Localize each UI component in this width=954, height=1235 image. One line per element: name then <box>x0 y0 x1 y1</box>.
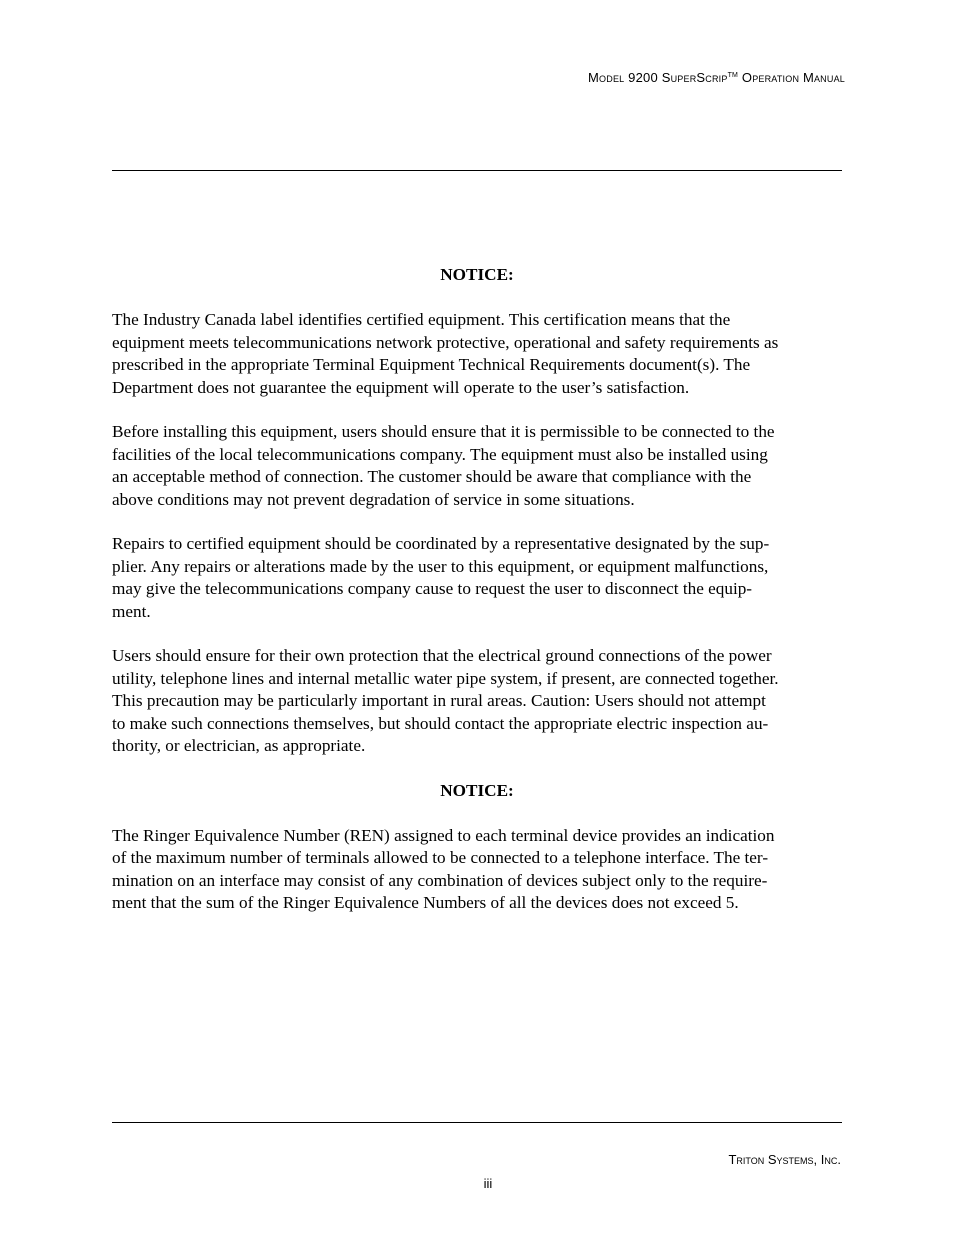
paragraph-line: may give the telecommunications company cause to request the user to disconnect the equip- <box>112 579 753 598</box>
paragraph <box>112 825 842 915</box>
paragraph-line: Department does not guarantee the equipment will operate to the user’s satisfaction. <box>112 377 690 397</box>
footer-rule <box>112 1122 842 1123</box>
page-body <box>112 264 842 937</box>
footer-company: Triton Systems, Inc. <box>728 1152 841 1167</box>
trademark-symbol: TM <box>727 72 739 79</box>
paragraph <box>112 645 842 758</box>
paragraph-line: Before installing this equipment, users should ensure that it is permissible to be connected to the <box>112 422 775 441</box>
paragraph-line: above conditions may not prevent degradation of service in some situations. <box>112 489 635 509</box>
paragraph-line: equipment meets telecommunications network protective, operational and safety requirements as <box>112 332 779 352</box>
paragraph-line: Repairs to certified equipment should be coordinated by a representative designated by the sup- <box>112 534 770 553</box>
paragraph-line: an acceptable method of connection. The customer should be aware that compliance with the <box>112 467 752 486</box>
paragraph-line: facilities of the local telecommunications company. The equipment must also be installed using <box>112 444 768 464</box>
page-number: iii <box>483 1176 493 1191</box>
header-rule <box>112 170 842 171</box>
paragraph <box>112 421 842 511</box>
paragraph-line: to make such connections themselves, but should contact the appropriate electric inspection au- <box>112 713 769 733</box>
paragraph-line: This precaution may be particularly important in rural areas. Caution: Users should not attempt <box>112 691 766 710</box>
header-title-suffix: Operation Manual <box>738 70 845 85</box>
paragraph-line: utility, telephone lines and internal metallic water pipe system, if present, are connected together. <box>112 668 779 688</box>
paragraph-line: Users should ensure for their own protection that the electrical ground connections of the power <box>112 646 772 665</box>
header-title: Model 9200 SuperScrip <box>588 70 728 85</box>
paragraph-line: The Ringer Equivalence Number (REN) assigned to each terminal device provides an indication <box>112 825 775 845</box>
notice-heading: NOTICE: <box>440 265 514 284</box>
paragraph-line: ment that the sum of the Ringer Equivalence Numbers of all the devices does not exceed 5. <box>112 893 739 912</box>
paragraph-line: of the maximum number of terminals allowed to be connected to a telephone interface. The ter- <box>112 848 769 867</box>
paragraph-line: prescribed in the appropriate Terminal Equipment Technical Requirements document(s). The <box>112 355 751 374</box>
running-header <box>588 70 845 85</box>
paragraph <box>112 309 842 399</box>
paragraph <box>112 533 842 623</box>
paragraph-line: ment. <box>112 601 151 621</box>
notice-2-section <box>112 825 842 915</box>
notice-1-section <box>112 309 842 758</box>
paragraph-line: mination on an interface may consist of any combination of devices subject only to the require- <box>112 870 768 890</box>
paragraph-line: plier. Any repairs or alterations made by the user to this equipment, or equipment malfunctions, <box>112 556 769 576</box>
notice-heading: NOTICE: <box>440 780 514 800</box>
paragraph-line: thority, or electrician, as appropriate. <box>112 736 366 755</box>
paragraph-line: The Industry Canada label identifies certified equipment. This certification means that the <box>112 310 731 329</box>
